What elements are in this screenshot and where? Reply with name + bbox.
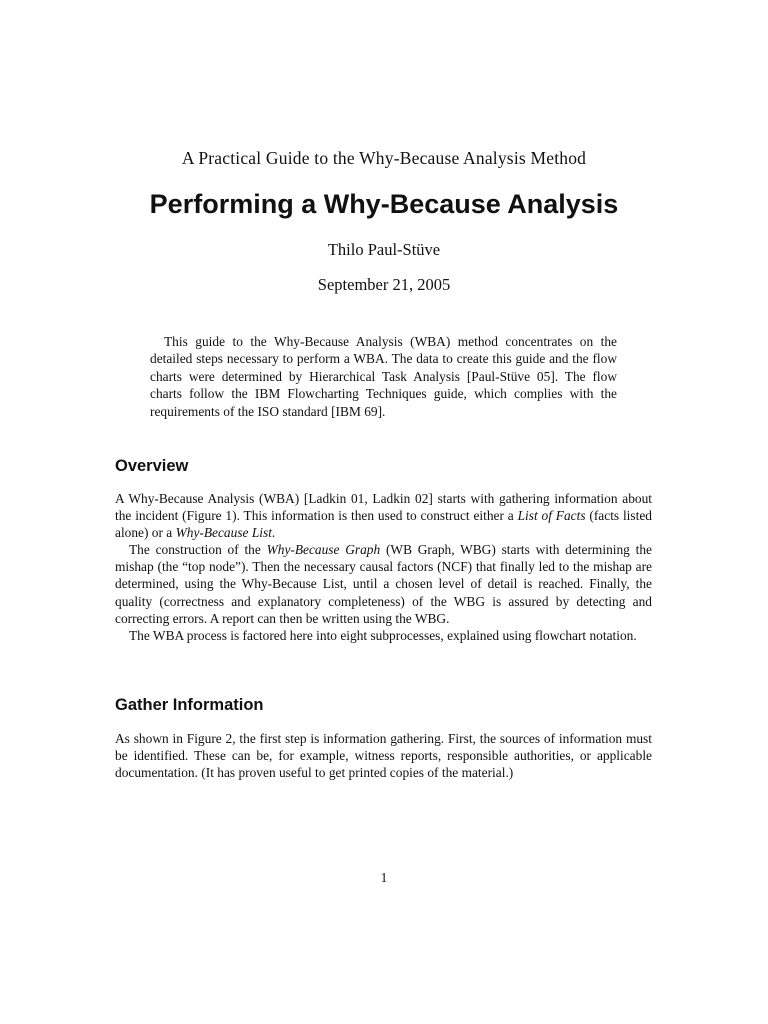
overview-p2-text-1: The construction of the: [129, 542, 267, 558]
overview-paragraph-2: [115, 541, 652, 626]
author-name: Thilo Paul-Stüve: [327, 240, 441, 259]
section-body-gather-information: [115, 730, 652, 781]
emphasis-list-of-facts: List of Facts: [517, 508, 586, 524]
gather-information-paragraph-1: As shown in Figure 2, the first step is information gathering. First, the sources of information must be identified. These can be, for example, witness reports, responsible authorities, or applicable documentation. (It has proven useful to get printed copies of the material.): [115, 731, 652, 781]
section-body-overview: [115, 490, 652, 644]
overview-paragraph-3: The WBA process is factored here into eight subprocesses, explained using flowchart notation.: [129, 627, 637, 643]
overview-paragraph-1: [115, 490, 652, 541]
emphasis-why-because-graph: Why-Because Graph: [266, 542, 381, 558]
overview-p2-text-2: (WB Graph, WBG) starts with determining the mishap (the “top node”). Then the necessary causal factors (NCF) that finally led to the mishap are determined, using the Why-Because List, until a chosen level of detail is reached. Finally, the quality (correctness and explanatory completeness) of the WBG is assured by detecting and correcting errors. A report can then be written using the WBG.: [115, 542, 652, 626]
section-heading-overview: Overview: [115, 457, 189, 475]
page-number: 1: [380, 870, 388, 885]
overview-p1-text-3: .: [271, 525, 276, 541]
overview-p1-text-2: (facts listed alone) or a: [115, 508, 652, 541]
series-title: A Practical Guide to the Why-Because Analysis Method: [181, 148, 587, 168]
overview-p1-text-1: A Why-Because Analysis (WBA) [Ladkin 01, Ladkin 02] starts with gathering information about the incident (Figure 1). This information is then used to construct either a: [115, 491, 652, 524]
section-heading-gather-information: Gather Information: [115, 696, 264, 714]
abstract-paragraph: This guide to the Why-Because Analysis (WBA) method concentrates on the detailed steps necessary to perform a WBA. The data to create this guide and the flow charts were determined by Hierarchical Task Analysis [Paul-Stüve 05]. The flow charts follow the IBM Flowcharting Techniques guide, which complies with the requirements of the ISO standard [IBM 69].: [150, 334, 617, 419]
emphasis-why-because-list: Why-Because List: [175, 525, 272, 541]
document-title: Performing a Why-Because Analysis: [149, 189, 619, 219]
publication-date: September 21, 2005: [317, 275, 451, 294]
